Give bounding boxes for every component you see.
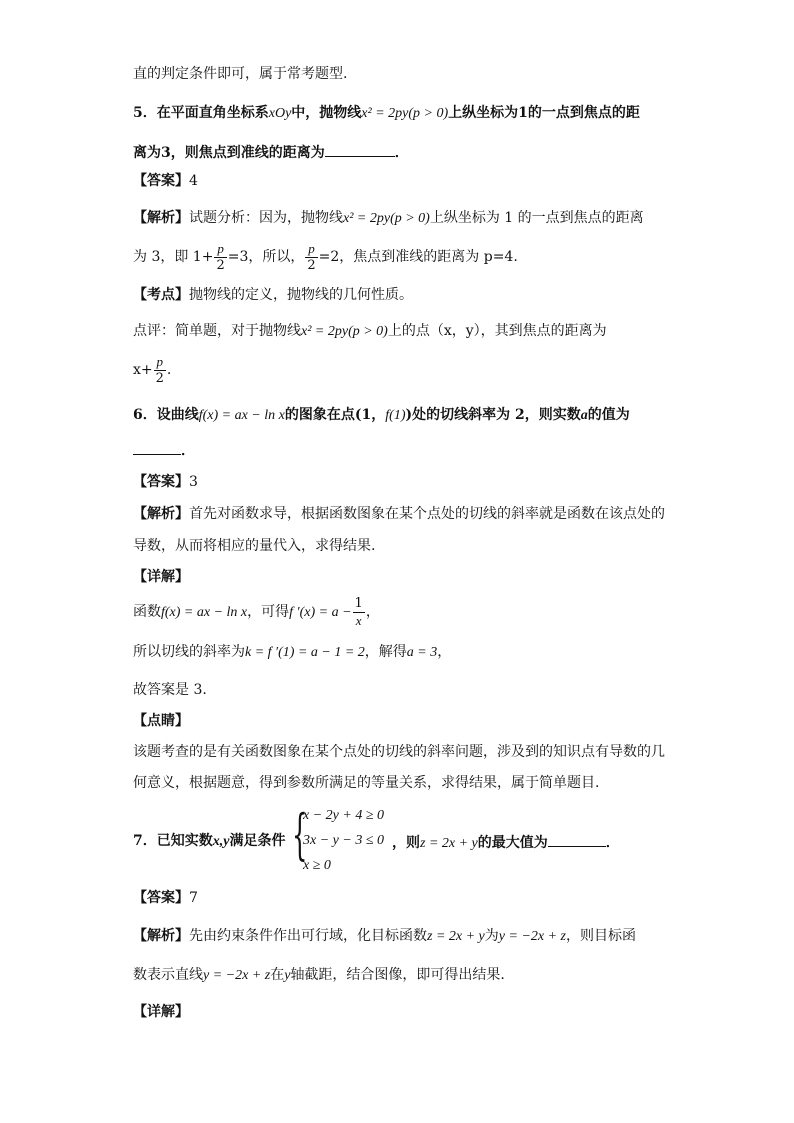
fraction-p-over-2: $\frac{p}{2}$ (307, 240, 316, 273)
q6-stem-line1: 6．设曲线f(x) = ax − ln x的图象在点(1，f(1))处的切线斜率为 2，则实数a的值为 (133, 407, 630, 423)
answer-blank (133, 440, 181, 455)
constraint-1: x − 2y + 4 ≥ 0 (303, 808, 385, 823)
q6-answer: 【答案】3 (133, 474, 198, 490)
q6-detail-line2: 所以切线的斜率为k = f ′(1) = a − 1 = 2，解得a = 3， (133, 644, 452, 660)
q7-analysis-line2: 数表示直线y = −2x + z在y轴截距，结合图像，即可得出结果. (133, 967, 505, 983)
q5-stem-line2: 离为3，则焦点到准线的距离为 ． (133, 142, 409, 162)
constraint-3: x ≥ 0 (303, 858, 331, 873)
q5-kaodian: 【考点】抛物线的定义，抛物线的几何性质。 (133, 287, 413, 303)
answer-blank (325, 142, 395, 157)
q6-detail-conclusion: 故答案是 3. (133, 682, 207, 698)
q5-stem-line1: 5．在平面直角坐标系xOy中，抛物线x² = 2py(p > 0)上纵坐标为1的一点到焦点的距 (133, 105, 640, 121)
constraint-brace: { (292, 803, 308, 866)
q6-dianjing-label: 【点睛】 (133, 713, 189, 729)
q5-analysis-line1: 【解析】试题分析：因为，抛物线x² = 2py(p > 0)上纵坐标为 1 的一点到焦点的距离 (133, 210, 644, 226)
q6-detail-line1: 函数f(x) = ax − ln x，可得f ′(x) = a − $\frac{1}{x}$ ， (133, 595, 380, 628)
fraction-p-over-2: $\frac{p}{2}$ (155, 353, 164, 386)
q6-detail-label: 【详解】 (133, 569, 189, 585)
q5-comment-line1: 点评：简单题，对于抛物线x² = 2py(p > 0)上的点（x，y），其到焦点的距离为 (133, 323, 607, 339)
q6-dianjing-line1: 该题考查的是有关函数图象在某个点处的切线的斜率问题，涉及到的知识点有导数的几 (133, 744, 665, 760)
answer-blank (548, 832, 606, 847)
q7-detail-label: 【详解】 (133, 1004, 189, 1020)
fraction-p-over-2: $\frac{p}{2}$ (216, 240, 225, 273)
q7-analysis-line1: 【解析】先由约束条件作出可行域，化目标函数z = 2x + y为y = −2x + z，则目标函 (133, 928, 636, 944)
q4-tail: 直的判定条件即可，属于常考题型. (133, 66, 348, 82)
constraint-2: 3x − y − 3 ≤ 0 (303, 833, 385, 848)
q5-comment-line2: x+ $\frac{p}{2}$ . (133, 353, 172, 386)
q5-answer: 【答案】4 (133, 173, 198, 189)
q7-stem: 7．已知实数x,y满足条件 (133, 833, 286, 849)
q6-analysis-line2: 导数，从而将相应的量代入，求得结果. (133, 538, 376, 554)
q7-answer: 【答案】7 (133, 890, 198, 906)
fraction-1-over-x: $\frac{1}{x}$ (354, 595, 363, 628)
q6-analysis-line1: 【解析】首先对函数求导，根据函数图象在某个点处的切线的斜率就是函数在该点处的 (133, 506, 665, 522)
q5-analysis-line2: 为 3，即 1+ $\frac{p}{2}$ =3，所以， $\frac{p}{2}$ =2，焦点到准线的距离为 p=4. (133, 240, 518, 273)
q7-stem-tail: ，则z = 2x + y的最大值为 ． (392, 832, 620, 853)
q6-dianjing-line2: 何意义，根据题意，得到参数所满足的等量关系，求得结果，属于简单题目. (133, 775, 600, 791)
q6-stem-line2: ． (133, 440, 195, 460)
